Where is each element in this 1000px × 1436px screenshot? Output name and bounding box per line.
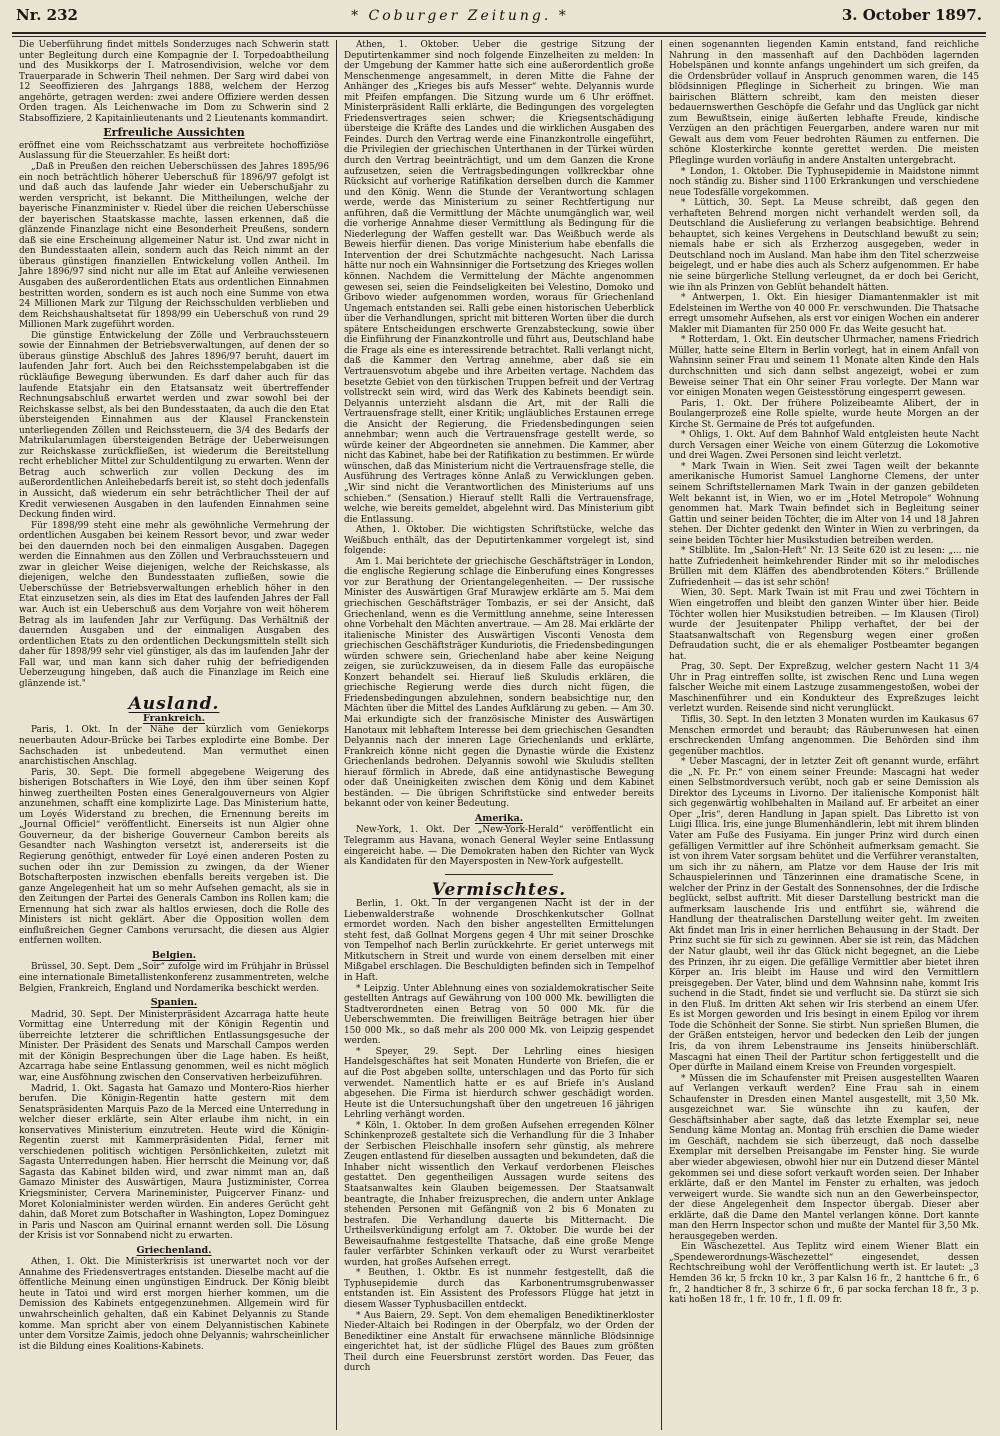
article-paragraph: * Rotterdam, 1. Okt. Ein deutscher Uhrmacher, namens Friedrich Müller, hatte seine Eltern in Berlin vorlegt, hat in einem Anfall von Wahnsinn seiner Frau und seinem 11 Monate alten Kinde den Hals durchschnitten und sich dann selbst angezeigt, wobei er zum Beweise seiner That ein Ohr seiner Frau vorlegte. Der Mann war vor einigen Monaten wegen Geistesstörung eingesperrt gewesen. (669, 335, 979, 399)
article-paragraph: New-York, 1. Okt. Der „New-York-Herald“ veröffentlicht ein Telegramm aus Havana, wonach General Weyler seine Entlassung eingereicht habe. — Die Demokraten haben den Richter van Wyck als Kandidaten für den Mayersposten in New-York aufgestellt. (344, 825, 654, 868)
issue-date: 3. October 1897. (841, 6, 982, 24)
subsection-heading: Amerika. (474, 812, 524, 824)
article-paragraph: Madrid, 1. Okt. Sagasta hat Gamazo und Montero-Rios hierher berufen. Die Königin-Regentin hatte gestern mit dem Senatspräsidenten Marquis Pazo de la Merced eine Unterredung in welcher dieser erklärte, sein Alter erlaube ihm nicht, in ein konservatives Ministerium einzutreten. Heute wird die Königin-Regentin zuerst mit Kammerpräsidenten Pidal, ferner mit verschiedenen politisch wichtigen Persönlichkeiten, zuletzt mit Sagasta Unterredungen haben. Hier herrscht die Meinung vor, daß Sagasta das Kabinet bilden wird, und zwar nimmt man an, daß Gamazo Minister des Auswärtigen, Maura Justizminister, Correa Kriegsminister, Cervera Marineminister, Puigcerver Finanz- und Moret Kolonialminister werden würden. Ein anderes Gerücht geht dahin, daß Moret zum Botschafter in Washington, Lopez Dominguez in Paris und Nascon am Quirinal ernannt werden soll. Die Lösung der Krisis ist vor Sonnabend nicht zu erwarten. (19, 1083, 329, 1242)
article-paragraph: Madrid, 30. Sept. Der Ministerpräsident Azcarraga hatte heute Vormittag eine Unterredung mit der Königin Regentin und überreichte letzterer die schriftlichen Entlassungsgesuche der Minister. Der Präsident des Senats und Marschall Campos werden mit der Königin Besprechungen über die Lage haben. Es heißt, Azcarraga habe seine Entlassung genommen, weil es nicht möglich war, eine Ausföhnung zwischen den Conservativen herbeizuführen. (19, 1009, 329, 1083)
article-paragraph: * Antwerpen, 1. Okt. Ein hiesiger Diamantenmakler ist mit Edelsteinen im Werthe von 40 000 Fr. verschwunden. Die Thatsache erregt umsomehr Aufsehen, als erst vor einigen Wochen ein anderer Makler mit Diamanten für 250 000 Fr. das Weite gesucht hat. (669, 293, 979, 335)
column-2 (336, 40, 661, 1430)
subsection-heading: Belgien. (151, 949, 197, 961)
column-3 (661, 40, 986, 1430)
masthead-rule (12, 36, 986, 37)
article-paragraph: * Köln, 1. Oktober. In dem großen Aufsehen erregenden Kölner Schinkenprozeß gestaltete sich die Verhandlung für die 3 Inhaber der Serbischen Fleischhalle insofern sehr günstig, als mehrere Zeugen entlastend für dieselben aussagten und bekundeten, daß die Inhaber nicht wissentlich den Verkauf verdorbenen Fleisches gestattet. Den gegentheiligen Aussagen wurde seitens des Staatsanwaltes kein Glauben beigemessen. Der Staatsanwalt beantragte, die Inhaber freizusprechen, die andern unter Anklage stehenden Personen mit Gefängniß von 2 bis 6 Monaten zu bestrafen. Die Verhandlung dauerte bis Mitternacht. Die Urtheilsverkündigung erfolgt am 7. Oktober. Die wurde bei der Beweisaufnahme festgestellte Thatsache, daß eine große Menge fauler verfärbter Schinken verkauft oder zu Wurst verarbeitet wurden, hat großes Aufsehen erregt. (344, 1120, 654, 1268)
article-paragraph: Tiflis, 30. Sept. In den letzten 3 Monaten wurden im Kaukasus 67 Menschen ermordet und beraubt; das Räuberunwesen hat einen erschreckenden Umfang angenommen. Die Behörden sind ihm gegenüber machtlos. (669, 715, 979, 757)
section-heading: Erfreuliche Aussichten (103, 126, 245, 140)
article-paragraph: Athen, 1. Okt. Die Ministerkrisis ist unerwartet noch vor der Annahme des Friedensvertrages entstanden. Dieselbe macht auf die öffentliche Meinung einen ungünstigen Eindruck. Der König bleibt heute in Tatoi und wird erst morgen hierher kommen, um die Demission des Kabinets entgegenzunehmen. Allgemein wird für unwahrscheinlich gehalten, daß ein Kabinet Delyannis zu Stande komme. Man spricht aber von einem Delyannistischen Kabinete unter dem Vorsitze Zaimis, jedoch ohne Delyannis; wahrscheinlicher ist die Bildung eines Koalitions-Kabinets. (19, 1257, 329, 1352)
article-columns (12, 40, 986, 1430)
article-paragraph: einen sogenannten liegenden Kamin entstand, fand reichliche Nahrung in den massenhaft auf den Dachböden lagernden Hobelspänen und konnte anfangs ungehindert um sich greifen, da die Ordensbrüder vollauf in Anspruch genommen waren, die 145 blödsinnigen Pfleglinge in Sicherheit zu bringen. Wie man bairischen Blättern schreibt, kam den meisten dieser bedauernswerthen Geschöpfe die Gefahr und das Unglück gar nicht zum Bewußtsein, einige äußerten lebhafte Freude, kindische Verzügen an den prächtigen Feuergarben, andere waren nur mit Gewalt aus dem vom Feuer bedrohten Räumen zu entfernen. Die schöne Klosterkirche konnte gerettet werden. Die meisten Pfleglinge wurden vorläufig in andere Anstalten untergebracht. (669, 40, 979, 167)
article-paragraph: Brüssel, 30. Sept. Dem „Soir“ zufolge wird im Frühjahr in Brüssel eine internationale Bimetallistenkonferenz zusammentreten, welche Belgien, Frankreich, England und Nordamerika beschickt werden. (19, 962, 329, 994)
article-paragraph: Paris, 1. Okt. In der Nähe der kürzlich vom Geniekorps neuerbauten Adour-Brücke bei Tarbes explodirte eine Bombe. Der Sachschaden ist unbedeutend. Man vermuthet einen anarchistischen Anschlag. (19, 725, 329, 768)
article-paragraph: Paris, 30. Sept. Die formell abgegebene Weigerung des bisherigen Botschafters in Wie Loyé, den ihm über seinen Kopf hinweg zuertheilten Posten eines Generalgouverneurs von Algier anzunehmen, schafft eine komplizirte Lage. Das Ministerium hatte, um Loyés Widerstand zu brechen, die Ernennung bereits im „Journal Officiel“ veröffentlicht. Einerseits ist nun Algier ohne Gouverneur, da der bisherige Gouverneur Cambon bereits als Gesandter nach Washington versetzt ist, andererseits ist die Regierung genöthigt, entweder für Loyé einen anderen Posten zu suchen oder ihn zur Demission zu zwingen, da der Wiener Botschafterposten inzwischen ebenfalls bereits vergeben ist. Die ganze Angelegenheit hat um so mehr Aufsehen gemacht, als sie in den Zeitungen der Partei des Generals Cambon ins Rollen kam; die Ernennung hat sich zwar als haltlos erwiesen, doch die Rolle des Ministers ist nicht geklärt. Aber die Opposition wollen dem einflußreichen Gegner Cambons verursacht, die diesen aus Algier entfernen wollten. (19, 767, 329, 947)
section-heading-vermischtes: Vermischtes. (431, 879, 567, 900)
article-paragraph: * Müssen die im Schaufenster mit Preisen ausgestellten Waaren auf Verlangen verkauft werden? Eine Frau sah in einem Schaufenster in Dresden einen Mantel ausgestellt, mit 3,50 Mk. ausgezeichnet war. Sie wünschte ihn zu kaufen, der Geschäftsinhaber aber sagte, daß das letzte Exemplar sei, neue Sendung käme Montag an. Montag früh erschien die Dame wieder im Geschäft, nachdem sie sich überzeugt, daß noch dasselbe Exemplar mit derselben Preisangabe im Fenster hing. Sie wurde aber wieder abgewiesen, obwohl hier nur ein Dutzend dieser Mäntel gekommen sei und diese sofort verkauft worden seien. Der Inhaber erklärte, daß er den Mantel im Fenster zu erhalten, was jedoch verweigert wurde. Sie wandte sich nun an den Gewerbeinspector, der diese Angelegenheit dem Inspector übergab. Dieser aber erklärte, daß die Dame den Mantel verlangen könne. Dort kannte man den Herrn Inspector schon und mußte der Mantel für 3,50 Mk. herausgegeben werden. (669, 1073, 980, 1242)
subsection-heading: Griechenland. (136, 1244, 212, 1256)
subsection-heading: Frankreich. (143, 712, 205, 724)
article-paragraph: Berlin, 1. Okt. In der vergangenen Nacht ist der in der Liebenwalderstraße wohnende Droschkenkutscher Gollnat ermordet worden. Nach den bisher angestellten Ermittelungen steht fest, daß Gollnat Morgens gegen 4 Uhr mit seiner Droschke von Tempelhof nach Berlin zurückkehrte. Er geriet unterwegs mit Mitkutschern in Streit und wurde von einem derselben mit einer Mißgabel erschlagen. Die Beschuldigten befinden sich in Tempelhof in Haft. (344, 899, 654, 984)
article-paragraph: Für 1898/99 steht eine mehr als gewöhnliche Vermehrung der ordentlichen Ausgaben bei keinem Ressort bevor, und zwar weder bei den dauernden noch bei den einmaligen Ausgaben. Dagegen werden die Einnahmen aus den Zöllen und Verbrauchssteuern und zwar in gleicher Weise diejenigen, welche der Reichskasse, als diejenigen, welche den Bundesstaaten zufließen, sowie die Ueberschüsse der Betriebsverwaltungen erheblich höher in den Etat einzusetzen sein, als dies im Etat des laufenden Jahres der Fall war. Auch ist ein Ueberschuß aus dem Vorjahre von weit höherem Betrag als im laufenden Jahr zur Verfügung. Das Verhältniß der dauernden Ausgaben und der einmaligen Ausgaben des ordentlichen Etats zu den ordentlichen Deckungsmitteln stellt sich daher für 1898/99 sehr viel günstiger, als das im laufenden Jahr der Fall war, und man kann sich daher ruhig der befriedigenden Ueberzeugung hingeben, daß auch die Finanzlage im Reich eine glänzende ist." (19, 520, 329, 689)
article-paragraph: Athen, 1. Oktober. Die wichtigsten Schriftstücke, welche das Weißbuch enthält, das der Deputirtenkammer vorgelegt ist, sind folgende: (344, 525, 654, 557)
article-paragraph: * Beuthen, 1. Oktbr. Es ist nunmehr festgestellt, daß die Typhusepidemie durch das Karbonentrumsgrubenwasser entstanden ist. Ein Assistent des Professors Flügge hat jetzt in diesem Wasser Typhusbacillen entdeckt. (344, 1268, 654, 1310)
section-divider (445, 874, 554, 875)
article-paragraph: eröffnet eine vom Reichsschatzamt aus verbreitete hochoffiziöse Auslassung für die Steuerzahler. Es heißt dort: (19, 140, 329, 162)
article-paragraph: Paris, 1. Okt. Der frühere Polizeibeamte Alibert, der in Boulangerprozeß eine Rolle spielte, wurde heute Morgen an der Kirche St. Germaine de Prés tot aufgefunden. (669, 398, 979, 430)
article-paragraph: Prag, 30. Sept. Der Expreßzug, welcher gestern Nacht 11 3/4 Uhr in Prag eintreffen sollte, ist zwischen Renc und Luna wegen falscher Weiche mit einem Lastzuge zusammengestoßen, wobei der Maschinenführer und ein Kondukteur des Expreßzuges leicht verletzt wurden. Reisende sind nicht verunglückt. (669, 662, 979, 715)
article-paragraph: * Ueber Mascagni, der in letzter Zeit oft genannt wurde, erfährt die „N. Fr. Pr.“ von einem seiner Freunde: Mascagni hat weder einen Selbstmordversuch verübt, noch gab er seine Demission als Direktor des Lyceums in Livorno. Der italienische Komponist hält sich gegenwärtig wohlbehalten in Mailand auf. Er arbeitet an einer Oper „Iris“, deren Handlung in Japan spielt. Das Libretto ist von Luigi Illica. Iris, eine junge Blumenhändlerin, lebt mit ihrem blinden Vater am Fuße des Fusiyama. Ein junger Prinz wird durch einen gefälligen Vermittler auf ihre Schönheit aufmerksam gemacht. Sie ist von ihrem Vater sorgsam behütet und die Verführer veranstalten, um sich ihr zu nähern, am Platze vor dem Hause der Iris mit Schauspielerinnen und Tänzerinnen eine dramatische Scene, in welcher der Prinz in der Gestalt des Sonnensohnes, der die Irdische beglückt, selbst auftritt. Mit dieser Darstellung bestrickt man die aufmerksam lauschende Iris und entführt sie, während die Handlung der theatralischen Darstellung weiter geht. Im zweiten Akt findet man Iris in einer herrlichen Behausung in der Stadt. Der Prinz sucht sie für sich zu gewinnen. Aber sie ist rein, das Mädchen der Natur glaubt, weil ihr das Glück nicht begegnet, an die Liebe des Prinzen, ihr zu eigen. Die gefällige Vermittler aber bietet ihren Körper an. Iris bleibt im Hause und wird den Vermittlern preisgegeben. Der Vater, blind und dem Wahnsinn nahe, kommt Iris suchend in die Stadt, findet sie und verflucht sie. Da stürzt sie sich in den Fluß. Im dritten Akt sehen wir Iris sterbend an einem Ufer. Es ist Morgen geworden und Iris besingt in einem Epilog vor ihrem Tode die Schönheit der Sonne. Sie stirbt. Nun sprießen Blumen, die der Gräßen entsteigen, hervor und bedecken den Leib der jungen Iris, da von ihrem Lebenstraume ins Jenseits hinüberschläft. Mascagni hat einen Theil der Partitur schon fertiggestellt und die Oper dürfte in Mailand einem Kreise von Freunden vorgespielt. (669, 757, 979, 1074)
article-paragraph: * Leipzig. Unter Ablehnung eines von sozialdemokratischer Seite gestellten Antrags auf Gewährung von 100 000 Mk. bewilligten die Stadtverordneten einen Betrag von 50 000 Mk. für die Ueberschwemmten. Die freiwilligen Beiträge betragen hier über 150 000 Mk., so daß mehr als 200 000 Mk. von Leipzig gespendet werden. (344, 983, 654, 1047)
article-paragraph: * Ohligs, 1. Okt. Auf dem Bahnhof Wald entgleisten heute Nacht durch Versagen einer Weiche von einem Güterzug die Lokomotive und drei Wagen. Zwei Personen sind leicht verletzt. (669, 430, 979, 462)
article-paragraph: * Aus Baiern, 29. Sept. Von dem ehemaligen Benediktinerkloster Nieder-Altaich bei Rodingen in der Oberpfalz, wo der Orden der Benediktiner eine Anstalt für erwachsene männliche Blödsinnige eingerichtet hat, ist der südliche Flügel des Baues zum größten Theil durch eine Feuersbrunst zerstört worden. Das Feuer, das durch (344, 1310, 654, 1374)
column-1 (12, 40, 336, 1430)
article-paragraph: Ein Wäschezettel. Aus Teplitz wird einem Wiener Blatt ein „Spendewerordnungs-Wäschezettel“ eingesendet, dessen Rechtschreibung wohl der Veröffentlichung werth ist. Er lautet: „3 Hemden 36 kr, 5 frckn 10 kr., 3 par Kalsn 16 fr., 2 hanttche 6 fr., 6 fr., 2 handticher 8 fr., 3 schirze 6 fr., 6 par socka ferchan 18 fr., 3 p. kati hoßen 18 fr., 1 fr. 10 fr., 1 fl. 09 fr. (669, 1242, 979, 1306)
article-paragraph: * Mark Twain in Wien. Seit zwei Tagen weilt der bekannte amerikanische Humorist Samuel Langhorne Clemens, der unter seinem Schriftstellernamen Mark Twain in der ganzen gebildeten Welt bekannt ist, in Wien, wo er im „Hotel Metropole“ Wohnung genommen hat. Mark Twain befindet sich in Begleitung seiner Gattin und seiner beiden Töchter, die im Alter von 14 und 18 Jahren stehen. Der Dichter gedenkt den Winter in Wien zu verbringen, da seine beiden Töchter hier Musikstudien betreiben werden. (669, 461, 979, 546)
article-paragraph: * London, 1. Oktober. Die Typhusepidemie in Maidstone nimmt noch ständig zu. Bisher sind 1100 Erkrankungen und verschiedene neue Todesfälle vorgekommen. (669, 166, 979, 198)
issue-number: Nr. 232 (16, 6, 78, 24)
article-paragraph: * Lüttich, 30. Sept. La Meuse schreibt, daß gegen den verhafteten Behrend morgen nicht verhandelt werden soll, da Deutschland die Auslieferung zu verlangen beabsichtige. Behrend behauptet, sich keines Vergehens in Deutschland bewußt zu sein; niemals habe er sich als Erzherzog ausgegeben, weder in Deutschland noch im Ausland. Man habe ihm den Titel scherzweise beigelegt, und er habe dies auch als Scherz aufgenommen. Er habe nie seine bürgerliche Stellung verleugnet, da er doch bei Gericht, wie ihn als Prinzen von Geblüt behandelt hätten. (669, 198, 979, 293)
article-paragraph: „Daß in Preußen den reichen Ueberschüssen des Jahres 1895/96 ein noch beträchtlich höherer Ueberschuß für 1896/97 gefolgt ist und daß auch das laufende Jahr wieder ein Ueberschußjahr zu werden verspricht, ist bekannt. Die Mittheilungen, welche der bayerische Finanzminister v. Riedel über die reichen Ueberschüsse der bayerischen Staatskasse machte, lassen erkennen, daß die glänzende Finanzlage nicht eine Besonderheit Preußens, sondern daß sie eine Erscheinung allgemeiner Natur ist. Und zwar nicht in den Bundesstaaten allein, sondern auch das Reich nimmt an der überaus günstigen finanziellen Entwickelung vollen Antheil. Im Jahre 1896/97 sind nicht nur alle im Etat auf Anleihe verwiesenen Ausgaben des außerordentlichen Etats aus ordentlichen Einnahmen bestritten worden, sondern es ist auch noch eine Summe von etwa 24 Millionen Mark zur Tilgung der Reichsschulden verblieben und dem Reichshaushaltsetat für 1898/99 ein Ueberschuß von rund 29 Millionen Mark zugeführt worden. (19, 162, 329, 331)
article-paragraph: Wien, 30. Sept. Mark Twain ist mit Frau und zwei Töchtern in Wien eingetroffen und bleibt den ganzen Winter über hier. Beide Töchter wollen hier Musikstudien betreiben. — Im Klausen (Tirol) wurde der Jesuitenpater Philipp verhaftet, der bei der Staatsanwaltschaft von Regensburg wegen einer großen Defraudation sucht, die er als ehemaliger Postbeamter begangen hat. (669, 588, 979, 662)
article-paragraph: Am 1. Mai berichtete der griechische Geschäftsträger in London, die englische Regierung schlage die Einberufung eines Kongresses vor zur Berathung der Orientangelegenheiten. — Der russische Minister des Auswärtigen Graf Murawjew erklärte am 5. Mai dem griechischen Geschäftsträger Tombazis, er sei der Ansicht, daß Griechenland, wenn es die Vermittlung annehme, seine Interessen ohne Vorbehalt den Mächten anvertraue. — Am 28. Mai erklärte der italienische Minister des Auswärtigen Visconti Venosta dem griechischen Geschäftsträger Kunduriotis, die Friedensbedingungen würden schwere sein, Griechenland habe aber keine Neigung zeigen, sie zurückzuweisen, da in diesem Falle das europäische Konzert behandelt sei. Hierauf ließ Skuludis erklären, die griechische Regierung werde dies durch nicht fügen, die Friedensbedingungen abzulehnen, sondern beabsichtige nur, den Mächten über die Mittel des Landes Aufklärung zu geben. — Am 30. Mai erkundigte sich der französische Minister des Auswärtigen Hanotaux mit lebhaftem Interesse bei dem griechischen Gesandten Delyannis nach der inneren Lage Griechenlands und erklärte, Frankreich könne nicht gegen die Dynastie würde die Existenz Griechenlands bedrohen. Delyannis sowohl wie Skuludis stellten hierauf förmlich in Abrede, daß eine antidynastische Bewegung oder daß Uneinigkeiten zwischen dem König und dem Kabinet beständen. — Die übrigen Schriftstücke sind entweder bereits bekannt oder von keiner Bedeutung. (344, 556, 654, 810)
article-paragraph: * Speyer, 29. Sept. Der Lehrling eines hiesigen Handelsgeschäftes hat seit Monaten Hunderte von Briefen, die er auf die Post abgeben sollte, unterschlagen und das Porto für sich verwendet. Namentlich hatte er es auf Briefe in's Ausland abgesehen. Die Firma ist hierdurch schwer geschädigt worden. Heute ist die Untersuchungshaft über den ungetreuen 16 jährigen Lehrling verhängt worden. (344, 1046, 654, 1121)
masthead (12, 6, 986, 34)
article-paragraph: Athen, 1. Oktober. Ueber die gestrige Sitzung der Deputirtenkammer sind noch folgende Einzelheiten zu melden: In der Umgebung der Kammer hatte sich eine außerordentlich große Menschenmenge angesammelt, in deren Mitte die Fahne der Anhänger des „Krieges bis aufs Messer“ wehte. Delyannis wurde mit Pfeifen empfangen. Die Sitzung wurde um 6 Uhr eröffnet. Ministerpräsident Ralli erklärte, die Bedingungen des vorgelegten Friedensvertrages seien schwer; die Kriegsentschädigung übersteige die Kräfte des Landes und die wirklichen Ausgaben des Feindes. Durch den Vertrag werde eine Finanzkontrolle eingeführt, die Privilegien der griechischen Unterthanen in der Türkei würden durch den Vertrag beeinträchtigt, und um dem Ganzen die Krone aufzusetzen, seien die Vertragsbedingungen vollkreckbar ohne Rücksicht auf vorherige Ratifikation derselben durch die Kammer und den König. Wenn die Stunde der Verantwortung schlagen werde, werde das Ministerium zu seiner Rechtfertigung nur anführen, daß die Vermittlung der Mächte unumgänglich war, weil die vorherige Annahme dieser Vermittlung als Bedingung für die Niederlegung der Waffen gestellt war. Das Weißbuch werde als Beweis hierfür dienen. Das vorige Ministerium habe ebenfalls die Intervention der drei Schutzmächte nachgesucht. Nach Larissa hätte nur noch ein Wahnsinniger die Fortsetzung des Krieges wollen können. Nachdem die Vermittelung der Mächte angenommen gewesen sei, seien die Feindseligkeiten bei Velestino, Domoko und Gribovo wieder aufgenommen worden, woraus für Griechenland Ungemach entstanden sei. Ralli gebe einen historischen Ueberblick über die Verhandlungen, spricht mit bitteren Worten über die durch spätere Entscheidungen erschwerte Grenzabsteckung, sowie über die Einführung der Finanzkontrolle und führt aus, Deutschland habe die Frage als eine es interessirende betrachtet. Ralli verlangt nicht, daß die Kammer den Vertrag annehme, aber daß sie ein Vertrauensvotum abgebe und ihre Arbeiten vertage. Nachdem das besetzte Gebiet von den türkischen Truppen befreit und der Vertrag vollstreckt sein wird, wird das Werk des Kabinets beendigt sein. Delyannis unterzieht alsdann die Art, mit der Ralli die Vertrauensfrage stellt, einer Kritik; ungläubliches Erstaunen errege die Ansicht der Regierung, die Friedensbedingungen seien annehmbar; wenn auch die Vertrauensfrage gestellt werde, so würde keiner der Abgeordneten sie annehmen. Die Kammer, aber nicht das Kabinet, habe bei der Ratifikation zu bestimmen. Er würde wünschen, daß das Ministerium nicht die Vertrauensfrage stelle, die Ausführung des Vertrages könne Anlaß zu Verwicklungen geben. „Wir sind nicht die Verantwortlichen des Ministeriums auf uns schieben.“ (Sensation.) Hierauf stellt Ralli die Vertrauensfrage, welche, wie bereits gemeldet, abgelehnt wird. Das Ministerium gibt die Entlassung. (344, 40, 654, 525)
newspaper-title: * Coburger Zeitung. * (351, 8, 569, 24)
article-paragraph: Die Ueberführung findet mittels Sonderzuges nach Schwerin statt unter Begleitung durch eine Kompagnie der I. Torpedoabtheilung und des Musikkorps der I. Matrosendivision, welche vor dem Trauerparade in Schwerin Theil nehmen. Der Sarg wird dabei von 12 Seeoffizieren des Jahrgangs 1888, welchem der Herzog angehörte, getragen werden: zwei andere Offiziere werden dessen Orden tragen. Als Leichenwache im Dom zu Schwerin sind 2 Stabsoffiziere, 2 Kapitainlieutenants und 2 Lieutenants kommandirt. (19, 40, 329, 124)
article-paragraph: * Stilblüte. Im „Salon-Heft“ Nr. 13 Seite 620 ist zu lesen: „... nie hatte Zufriedenheit heimkehrender Rinder mit so ihr melodisches Brüllen mit dem Kläffen des abendbrotenden Köters.“ Brüllende Zufriedenheit — das ist sehr schön! (669, 546, 979, 588)
section-heading-ausland: Ausland. (128, 694, 220, 715)
subsection-heading: Spanien. (150, 997, 198, 1009)
article-paragraph: Die günstige Entwickelung der Zölle und Verbrauchssteuern sowie der Einnahmen der Betriebsverwaltungen, auf denen der so überaus günstige Abschluß des Jahres 1896/97 beruht, dauert im laufenden Jahr fort. Auch bei den Reichsstempelabgaben ist die rückläufige Bewegung überwunden. Es darf daher auch für das laufende Etatsjahr ein den Etatsansatz weit übertreffender Rechnungsabschluß erwartet werden und zwar sowohl bei der Reichskasse selbst, als bei den Bundesstaaten, da auch die den Etat übersteigenden Einnahmen aus der Klausel Franckenstein unterliegenden Zöllen und Reichssteuern, die 3/4 des Bedarfs der Matrikularumlagen übersteigenden Beträge der Ueberweisungen zur Reichskasse zurückfließen, ist wiederum die Bereitstellung recht erheblicher Mittel zur Schuldentilgung zu erwarten. Wenn der Betrag auch schwerlich zur vollen Deckung des im außerordentlichen Anleihebedarfs bereit ist, so steht doch jedenfalls in Aussicht, daß wiederum ein sehr beträchtlicher Theil der auf Kredit verwiesenen Ausgaben in den laufenden Einnahmen seine Deckung finden wird. (19, 330, 329, 521)
